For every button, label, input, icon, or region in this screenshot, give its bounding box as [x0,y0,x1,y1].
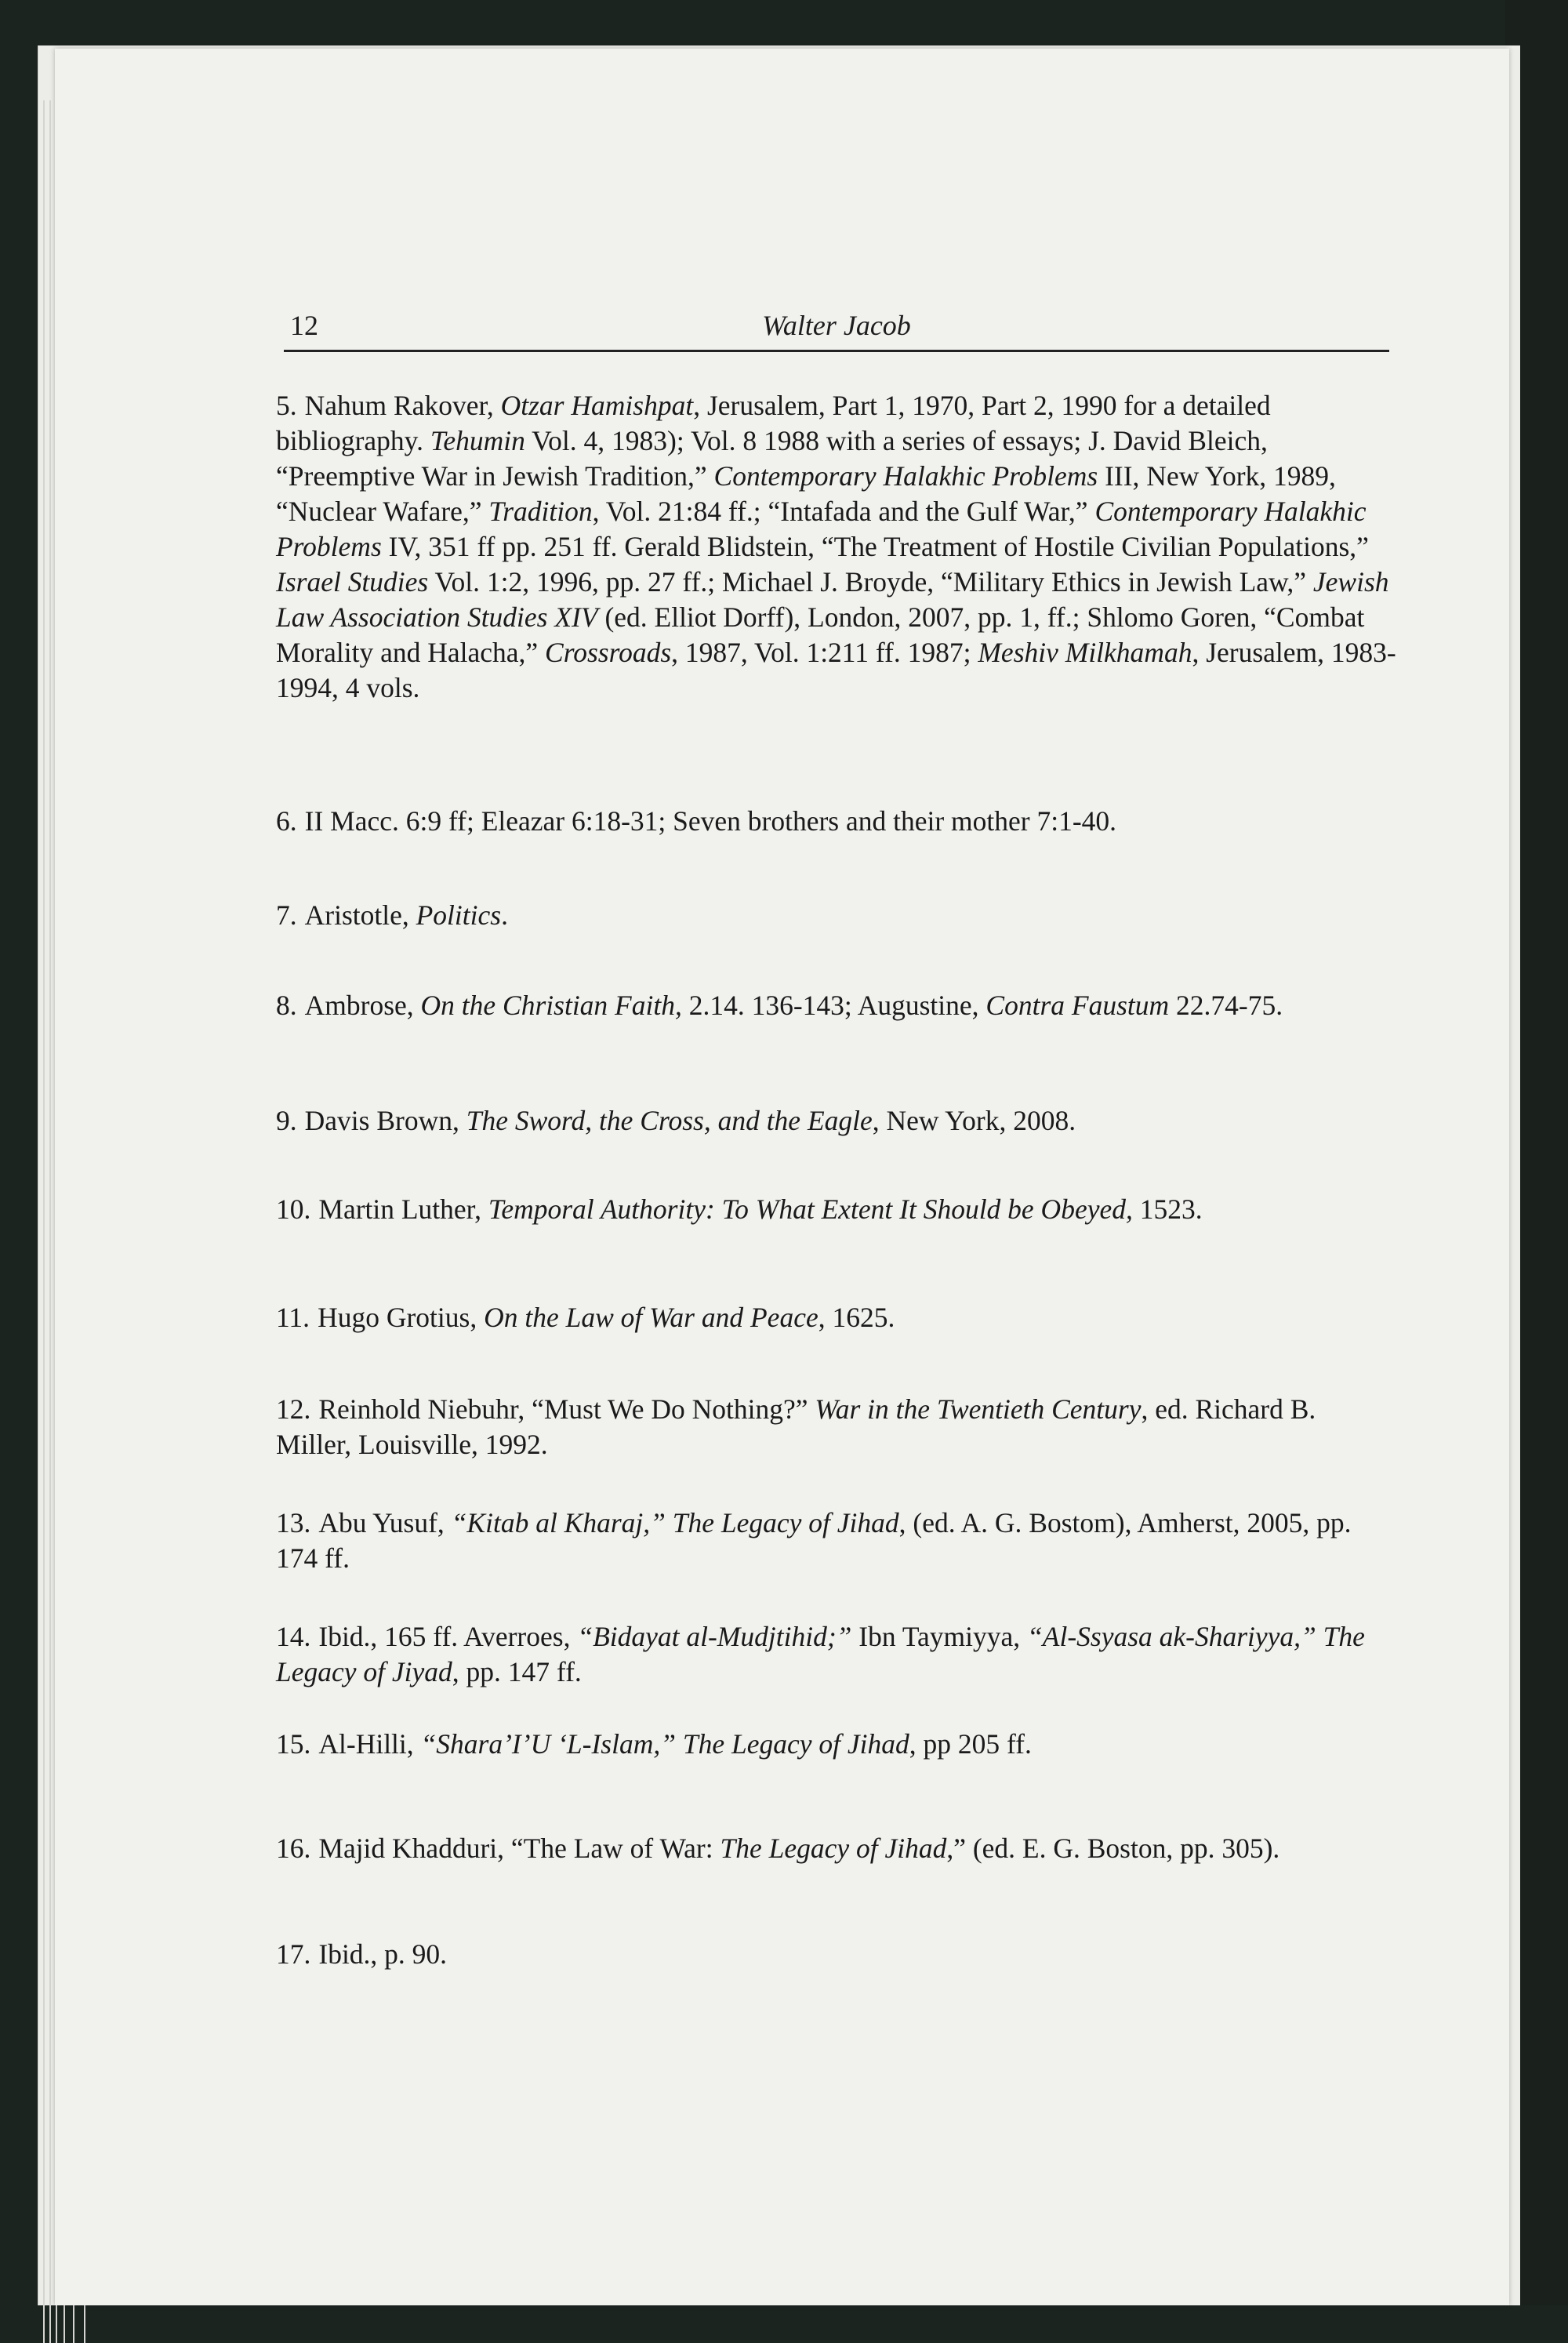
endnote-text: Majid Khadduri, “The Law of War: [318,1833,720,1864]
endnote-title-text: Contemporary Halakhic Problems [713,460,1098,492]
endnote-title-text: Temporal Authority: To What Extent It Should be Obeyed, [488,1193,1133,1225]
endnote-title-text: On the Christian Faith, [420,990,682,1021]
endnote-text: (ed. Elliot Dorff), London, 2007, pp. 1, ff.; Shlomo Goren, “Combat Morality and Halacha,” [276,601,1365,668]
endnote-text: Davis Brown, [304,1105,466,1136]
endnote-title-text: The Legacy of Jihad [720,1833,947,1864]
endnote-9 [276,1103,1397,1139]
endnote-title-text: Tehumin [430,425,525,456]
endnote-number: 17. [276,1938,311,1970]
endnote-text: Ambrose, [304,990,421,1021]
endnote-text: , (ed. A. G. Bostom), Amherst, 2005, pp. 174 ff. [276,1507,1352,1574]
endnote-title-text: Jewish Law Association Studies XIV [276,566,1389,633]
endnote-text: Nahum Rakover, [304,390,501,421]
endnote-text: Ibn Taymiyya, [851,1621,1028,1652]
endnote-title-text: Politics [416,899,502,931]
endnote-text: III, New York, 1989, “Nuclear Wafare,” [276,460,1336,527]
endnote-text: Al-Hilli, [318,1728,421,1760]
endnote-number: 10. [276,1193,311,1225]
endnote-number: 7. [276,899,297,931]
endnote-17 [276,1937,1397,1972]
endnote-title-text: War in the Twentieth Century [815,1393,1142,1425]
endnote-number: 6. [276,805,297,837]
endnote-number: 14. [276,1621,311,1652]
endnote-text: , Vol. 21:84 ff.; “Intafada and the Gulf War,” [592,496,1095,527]
endnote-10 [276,1192,1397,1227]
endnote-15 [276,1727,1397,1762]
endnote-text: ,” (ed. E. G. Boston, pp. 305). [946,1833,1280,1864]
endnote-text: Martin Luther, [318,1193,488,1225]
endnote-12 [276,1392,1397,1462]
endnote-number: 16. [276,1833,311,1864]
endnote-text: Hugo Grotius, [318,1302,485,1333]
endnote-title-text: “Kitab al Kharaj,” The Legacy of Jihad [451,1507,899,1538]
endnote-text: , Jerusalem, 1983-1994, 4 vols. [276,637,1396,703]
endnote-title-text: Israel Studies [276,566,429,598]
endnote-title-text: The Sword, the Cross, and the Eagle [466,1105,873,1136]
endnote-text: , 1987, Vol. 1:211 ff. 1987; [671,637,978,668]
endnote-title-text: Contemporary Halakhic Problems [276,496,1367,562]
endnote-title-text: Crossroads [545,637,672,668]
endnote-title-text: Meshiv Milkhamah [978,637,1192,668]
endnote-13 [276,1506,1397,1576]
endnote-number: 9. [276,1105,297,1136]
endnote-11 [276,1300,1397,1335]
page-header [284,307,1389,352]
endnote-title-text: “Shara’I’U ‘L-Islam,” The Legacy of Jihad [420,1728,909,1760]
endnote-number: 13. [276,1507,311,1538]
endnote-title-text: “Al-Ssyasa ak-Shariyya,” The Legacy of Jiyad [276,1621,1365,1687]
endnote-title-text: Otzar Hamishpat [500,390,694,421]
endnote-7 [276,898,1397,933]
endnote-number: 12. [276,1393,311,1425]
endnote-text: , pp. 147 ff. [452,1656,582,1687]
endnote-number: 15. [276,1728,311,1760]
endnote-text: , 1625. [818,1302,895,1333]
endnote-text: Abu Yusuf, [318,1507,452,1538]
endnote-text: IV, 351 ff pp. 251 ff. Gerald Blidstein, “The Treatment of Hostile Civilian Populations,” [381,531,1369,562]
endnote-title-text: On the Law of War and Peace [484,1302,818,1333]
endnote-8 [276,988,1397,1023]
endnote-text: , Jerusalem, Part 1, 1970, Part 2, 1990 for a detailed bibliography. [276,390,1271,456]
endnote-title-text: Tradition [488,496,593,527]
endnote-5 [276,388,1397,706]
page-edge [49,100,51,2343]
endnote-text: 2.14. 136-143; Augustine, [681,990,986,1021]
endnote-16 [276,1831,1397,1866]
endnote-text: II Macc. 6:9 ff; Eleazar 6:18-31; Seven brothers and their mother 7:1-40. [304,805,1117,837]
running-head: Walter Jacob [762,310,911,341]
endnote-text: Ibid., 165 ff. Averroes, [318,1621,578,1652]
endnote-number: 11. [276,1302,310,1333]
endnote-number: 5. [276,390,297,421]
endnote-title-text: “Bidayat al-Mudjtihid;” [577,1621,852,1652]
endnote-text: 22.74-75. [1169,990,1283,1021]
page-edge [43,100,45,2343]
endnote-text: . [501,899,508,931]
endnote-text: Ibid., p. 90. [318,1938,448,1970]
endnote-text: , New York, 2008. [872,1105,1076,1136]
endnote-6 [276,804,1397,839]
endnote-14 [276,1619,1397,1690]
endnote-text: Aristotle, [304,899,416,931]
endnote-text: Vol. 4, 1983); Vol. 8 1988 with a series of essays; J. David Bleich, “Preemptive War in Jewish Tradition,” [276,425,1268,492]
endnote-title-text: Contra Faustum [985,990,1170,1021]
endnote-text: 1523. [1132,1193,1203,1225]
endnote-text: , pp 205 ff. [909,1728,1032,1760]
page-number: 12 [290,310,318,341]
endnote-text: Vol. 1:2, 1996, pp. 27 ff.; Michael J. Broyde, “Military Ethics in Jewish Law,” [428,566,1313,598]
endnote-text: Reinhold Niebuhr, “Must We Do Nothing?” [318,1393,815,1425]
endnote-number: 8. [276,990,297,1021]
endnote-text: , ed. Richard B. Miller, Louisville, 1992. [276,1393,1316,1460]
